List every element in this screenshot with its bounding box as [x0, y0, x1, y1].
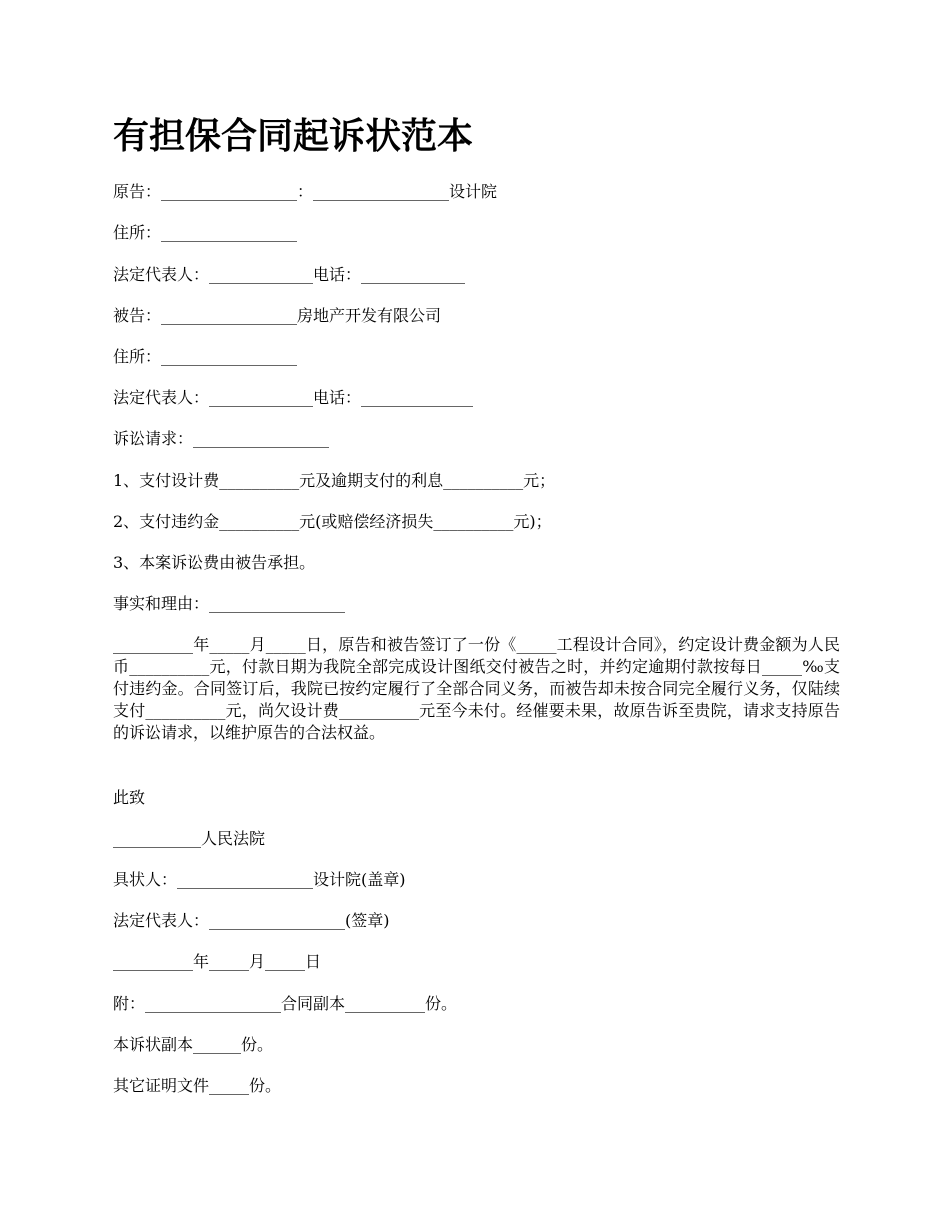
- filer-representative-line: 法定代表人：_________________(签章): [113, 911, 390, 930]
- defendant-address-line: 住所：_________________: [113, 347, 298, 366]
- claim-item: 1、支付设计费__________元及逾期支付的利息__________元；: [113, 471, 556, 490]
- court-line: ___________人民法院: [113, 829, 266, 848]
- facts-heading: 事实和理由：_________________: [113, 594, 346, 613]
- claim-item: 3、本案诉讼费由被告承担。: [113, 553, 316, 572]
- attachment-item: 其它证明文件_____份。: [113, 1076, 282, 1095]
- claim-item: 2、支付违约金__________元(或赔偿经济损失__________元)；: [113, 512, 552, 531]
- document-title: 有担保合同起诉状范本: [113, 115, 474, 157]
- attachment-item: 附：_________________合同副本__________份。: [113, 994, 458, 1013]
- defendant-line: 被告：_________________房地产开发有限公司: [113, 306, 442, 325]
- attachment-item: 本诉状副本______份。: [113, 1035, 274, 1054]
- plaintiff-representative-line: 法定代表人：_____________电话：_____________: [113, 265, 466, 284]
- facts-body: __________年_____月_____日，原告和被告签订了一份《_____工程设计合同》，约定设计费金额为人民币__________元，付款日期为我院全部完成设计图纸交付被告之时，并约定逾期付款按每日_____‰支付违约金。合同签订后，我院已按约定履行了全部合同义务，而被告却未按合同完全履行义务，仅陆续支付__________元，尚欠设计费__________元至今未付。经催要未果，故原告诉至贵院，请求支持原告的诉讼请求，以维护原告的合法权益。: [113, 635, 840, 742]
- plaintiff-line: 原告：_________________：_________________设计院: [113, 182, 498, 201]
- salutation: 此致: [113, 788, 146, 807]
- defendant-representative-line: 法定代表人：_____________电话：______________: [113, 388, 474, 407]
- plaintiff-address-line: 住所：_________________: [113, 223, 298, 242]
- filer-line: 具状人：_________________设计院(盖章): [113, 870, 406, 889]
- date-line: __________年_____月_____日: [113, 952, 322, 971]
- claims-heading: 诉讼请求：_________________: [113, 429, 330, 448]
